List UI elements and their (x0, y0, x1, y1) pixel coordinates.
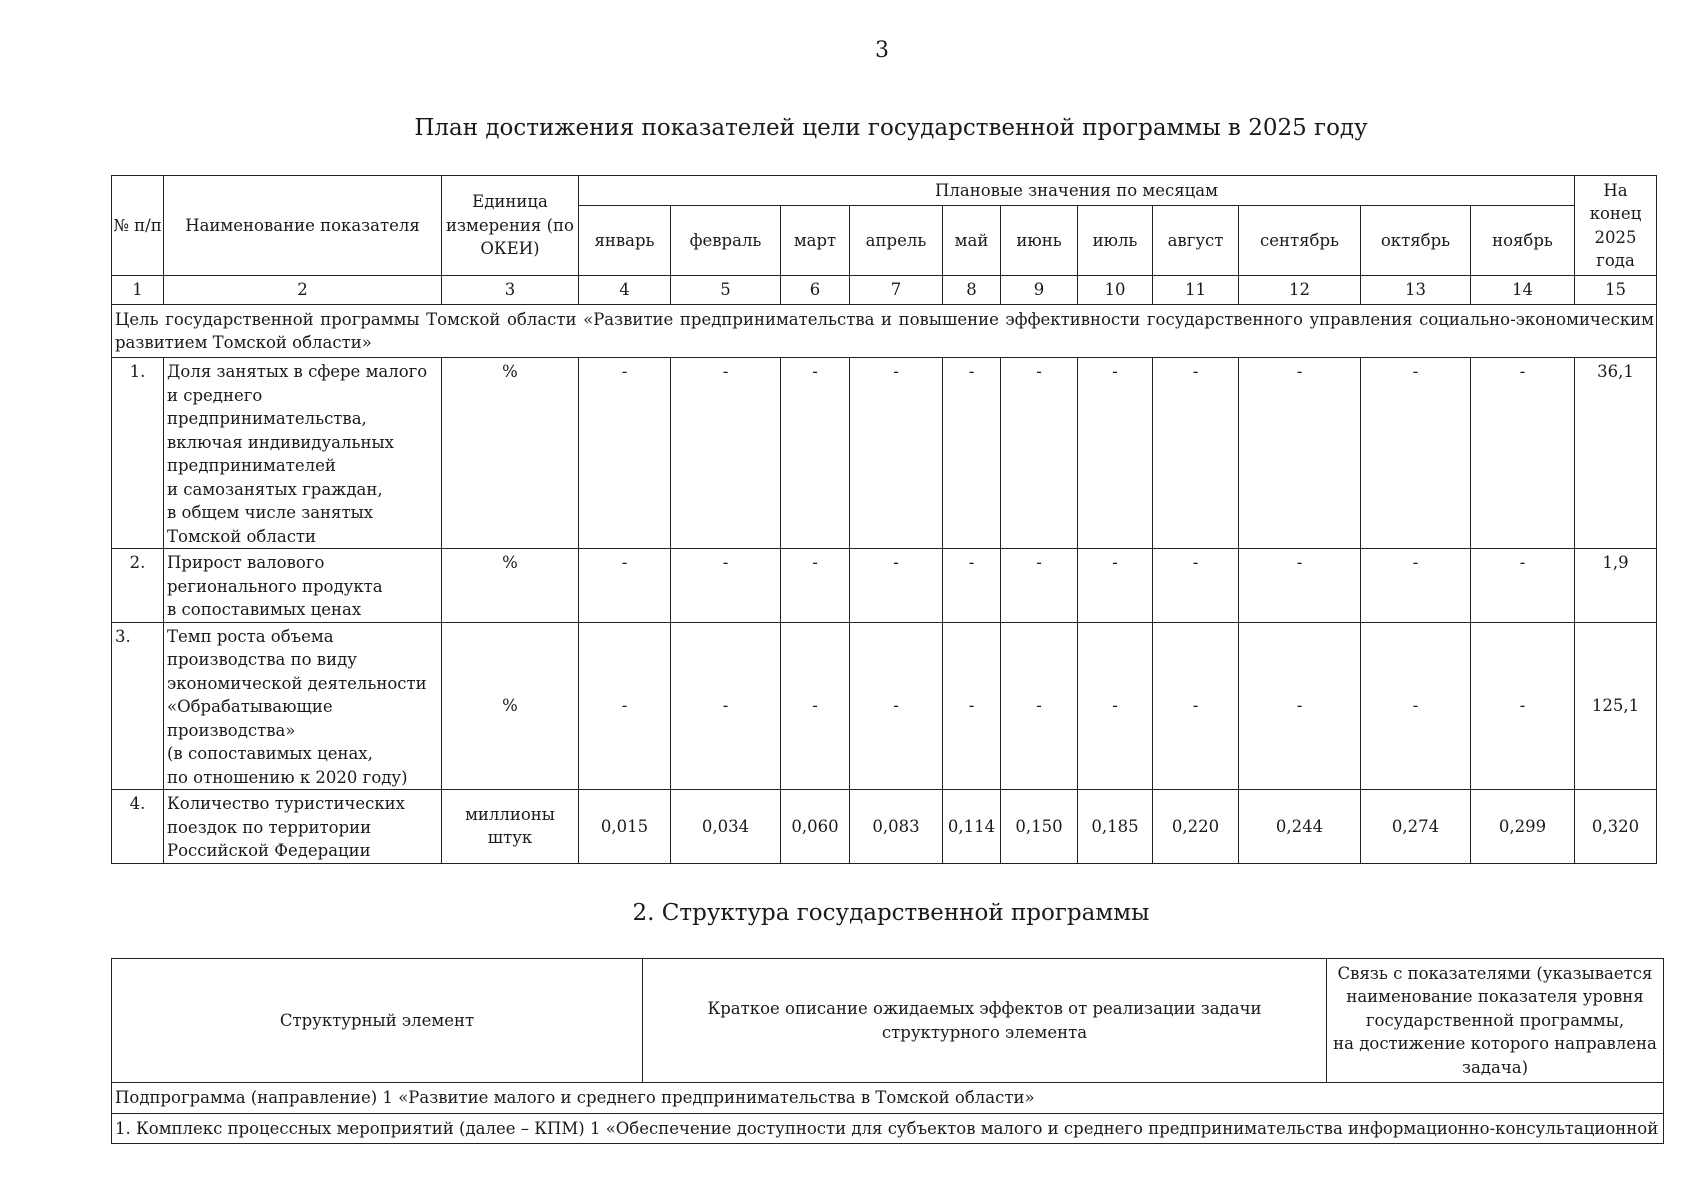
month-value: - (1361, 358, 1471, 549)
month-value: 0,220 (1153, 790, 1239, 864)
end-value: 125,1 (1575, 622, 1657, 790)
month-value: - (1001, 549, 1078, 623)
column-number: 14 (1471, 276, 1575, 305)
month-value: - (1471, 549, 1575, 623)
link-header-line: задача) (1461, 1057, 1529, 1077)
plan-table (111, 175, 1657, 864)
link-header-line: на достижение которого направлена (1333, 1034, 1657, 1054)
effects-header-line: Краткое описание ожидаемых эффектов от реализации задачи (707, 999, 1262, 1018)
month-header: январь (579, 206, 671, 276)
month-value: - (1078, 549, 1153, 623)
month-value: - (1361, 549, 1471, 623)
month-header: июль (1078, 206, 1153, 276)
month-value: - (1153, 622, 1239, 790)
month-value: - (850, 358, 943, 549)
indicator-name-line: в общем числе занятых (167, 503, 374, 522)
row-number: 3. (112, 622, 164, 790)
month-value: - (943, 358, 1001, 549)
month-value: - (781, 549, 850, 623)
indicator-name-line: регионального продукта (167, 576, 383, 596)
row-number: 4. (112, 790, 164, 864)
month-value: 0,185 (1078, 790, 1153, 864)
header-link (1327, 959, 1664, 1083)
month-value: - (1471, 622, 1575, 790)
month-value: - (850, 549, 943, 623)
column-number: 12 (1239, 276, 1361, 305)
month-value: 0,083 (850, 790, 943, 864)
month-value: - (943, 549, 1001, 623)
row-number: 1. (112, 358, 164, 549)
indicator-name (164, 622, 442, 790)
month-value: - (781, 622, 850, 790)
column-number: 15 (1575, 276, 1657, 305)
month-header: июнь (1001, 206, 1078, 276)
month-value: - (850, 622, 943, 790)
month-value: - (1153, 549, 1239, 623)
subprogram-row: Подпрограмма (направление) 1 «Развитие малого и среднего предпринимательства в Томской области» (112, 1083, 1664, 1114)
month-value: 0,060 (781, 790, 850, 864)
end-value: 1,9 (1575, 549, 1657, 623)
month-header: февраль (671, 206, 781, 276)
month-value: - (1239, 549, 1361, 623)
indicator-name-line: в сопоставимых ценах (167, 600, 362, 619)
unit-line: штук (487, 828, 533, 848)
indicator-name-line: поездок по территории (167, 817, 372, 837)
indicator-name-line: Доля занятых в сфере малого (167, 362, 428, 381)
indicator-name (164, 549, 442, 623)
indicator-name-line: Российской Федерации (167, 841, 371, 860)
indicator-name-line: по отношению к 2020 году) (167, 767, 408, 787)
link-header-line: Связь с показателями (указывается (1337, 963, 1653, 983)
column-number: 4 (579, 276, 671, 305)
header-end: На конец 2025 года (1575, 176, 1657, 276)
table-row (112, 622, 1657, 790)
month-value: 0,114 (943, 790, 1001, 864)
indicator-name-line: производства по виду (167, 650, 357, 669)
column-number: 6 (781, 276, 850, 305)
indicator-name-line: Количество туристических (167, 794, 405, 813)
indicator-name-line: и среднего (167, 385, 263, 405)
kpm-row: 1. Комплекс процессных мероприятий (далее – КПМ) 1 «Обеспечение доступности для субъектов малого и среднего предпринимательства информационно-консультационной (112, 1114, 1664, 1144)
month-value: - (943, 622, 1001, 790)
month-header: апрель (850, 206, 943, 276)
indicator-name (164, 358, 442, 549)
unit-cell: % (442, 358, 579, 549)
column-number: 3 (442, 276, 579, 305)
header-name: Наименование показателя (164, 176, 442, 276)
month-header: март (781, 206, 850, 276)
table-row (112, 790, 1657, 864)
month-value: 0,034 (671, 790, 781, 864)
indicator-name-line: производства» (167, 720, 296, 740)
column-number: 10 (1078, 276, 1153, 305)
month-value: - (579, 549, 671, 623)
indicator-name-line: предпринимательства, (167, 409, 367, 428)
header-num: № п/п (112, 176, 164, 276)
unit-cell (442, 790, 579, 864)
month-value: - (1001, 622, 1078, 790)
month-value: 0,244 (1239, 790, 1361, 864)
link-header-line: наименование показателя уровня (1346, 987, 1644, 1007)
indicator-name-line: Прирост валового (167, 553, 325, 572)
indicator-name-line: включая индивидуальных (167, 432, 394, 452)
header-monthly: Плановые значения по месяцам (579, 176, 1575, 206)
month-header: август (1153, 206, 1239, 276)
indicator-name-line: (в сопоставимых ценах, (167, 744, 373, 763)
end-value: 0,320 (1575, 790, 1657, 864)
header-unit: Единица измерения (по ОКЕИ) (442, 176, 579, 276)
month-header: сентябрь (1239, 206, 1361, 276)
month-value: - (579, 358, 671, 549)
month-value: - (671, 549, 781, 623)
end-value: 36,1 (1575, 358, 1657, 549)
column-number: 5 (671, 276, 781, 305)
header-effects (643, 959, 1327, 1083)
month-value: - (1361, 622, 1471, 790)
month-value: - (671, 358, 781, 549)
table-row (112, 549, 1657, 623)
header-structural-element: Структурный элемент (112, 959, 643, 1083)
month-value: - (671, 622, 781, 790)
month-value: - (1153, 358, 1239, 549)
table-row (112, 358, 1657, 549)
month-value: - (579, 622, 671, 790)
month-value: - (781, 358, 850, 549)
month-value: - (1078, 622, 1153, 790)
indicator-name-line: Темп роста объема (167, 626, 334, 646)
indicator-name-line: и самозанятых граждан, (167, 479, 383, 499)
indicator-name-line: «Обрабатывающие (167, 697, 333, 716)
column-number: 11 (1153, 276, 1239, 305)
indicator-name (164, 790, 442, 864)
structure-title: 2. Структура государственной программы (632, 900, 1150, 926)
row-number: 2. (112, 549, 164, 623)
indicator-name-line: предпринимателей (167, 456, 336, 475)
effects-header-line: структурного элемента (881, 1022, 1088, 1042)
page-number: 3 (875, 38, 889, 63)
column-number: 2 (164, 276, 442, 305)
month-header: октябрь (1361, 206, 1471, 276)
month-header: ноябрь (1471, 206, 1575, 276)
column-number: 8 (943, 276, 1001, 305)
unit-line: миллионы (465, 804, 555, 824)
column-number: 13 (1361, 276, 1471, 305)
month-value: - (1001, 358, 1078, 549)
month-value: - (1239, 622, 1361, 790)
month-value: 0,299 (1471, 790, 1575, 864)
goal-row: Цель государственной программы Томской области «Развитие предпринимательства и повышение эффективности государственного управления социально-экономическим развитием Томской области» (112, 305, 1657, 358)
link-header-line: государственной программы, (1365, 1010, 1625, 1030)
unit-cell: % (442, 549, 579, 623)
indicator-name-line: Томской области (167, 526, 317, 546)
month-value: - (1078, 358, 1153, 549)
month-value: 0,015 (579, 790, 671, 864)
month-header: май (943, 206, 1001, 276)
unit-cell: % (442, 622, 579, 790)
indicator-name-line: экономической деятельности (167, 673, 427, 693)
month-value: - (1471, 358, 1575, 549)
month-value: - (1239, 358, 1361, 549)
column-number: 1 (112, 276, 164, 305)
month-value: 0,150 (1001, 790, 1078, 864)
column-number: 9 (1001, 276, 1078, 305)
month-value: 0,274 (1361, 790, 1471, 864)
structure-table (111, 958, 1664, 1144)
column-number: 7 (850, 276, 943, 305)
plan-title: План достижения показателей цели государственной программы в 2025 году (414, 115, 1368, 141)
